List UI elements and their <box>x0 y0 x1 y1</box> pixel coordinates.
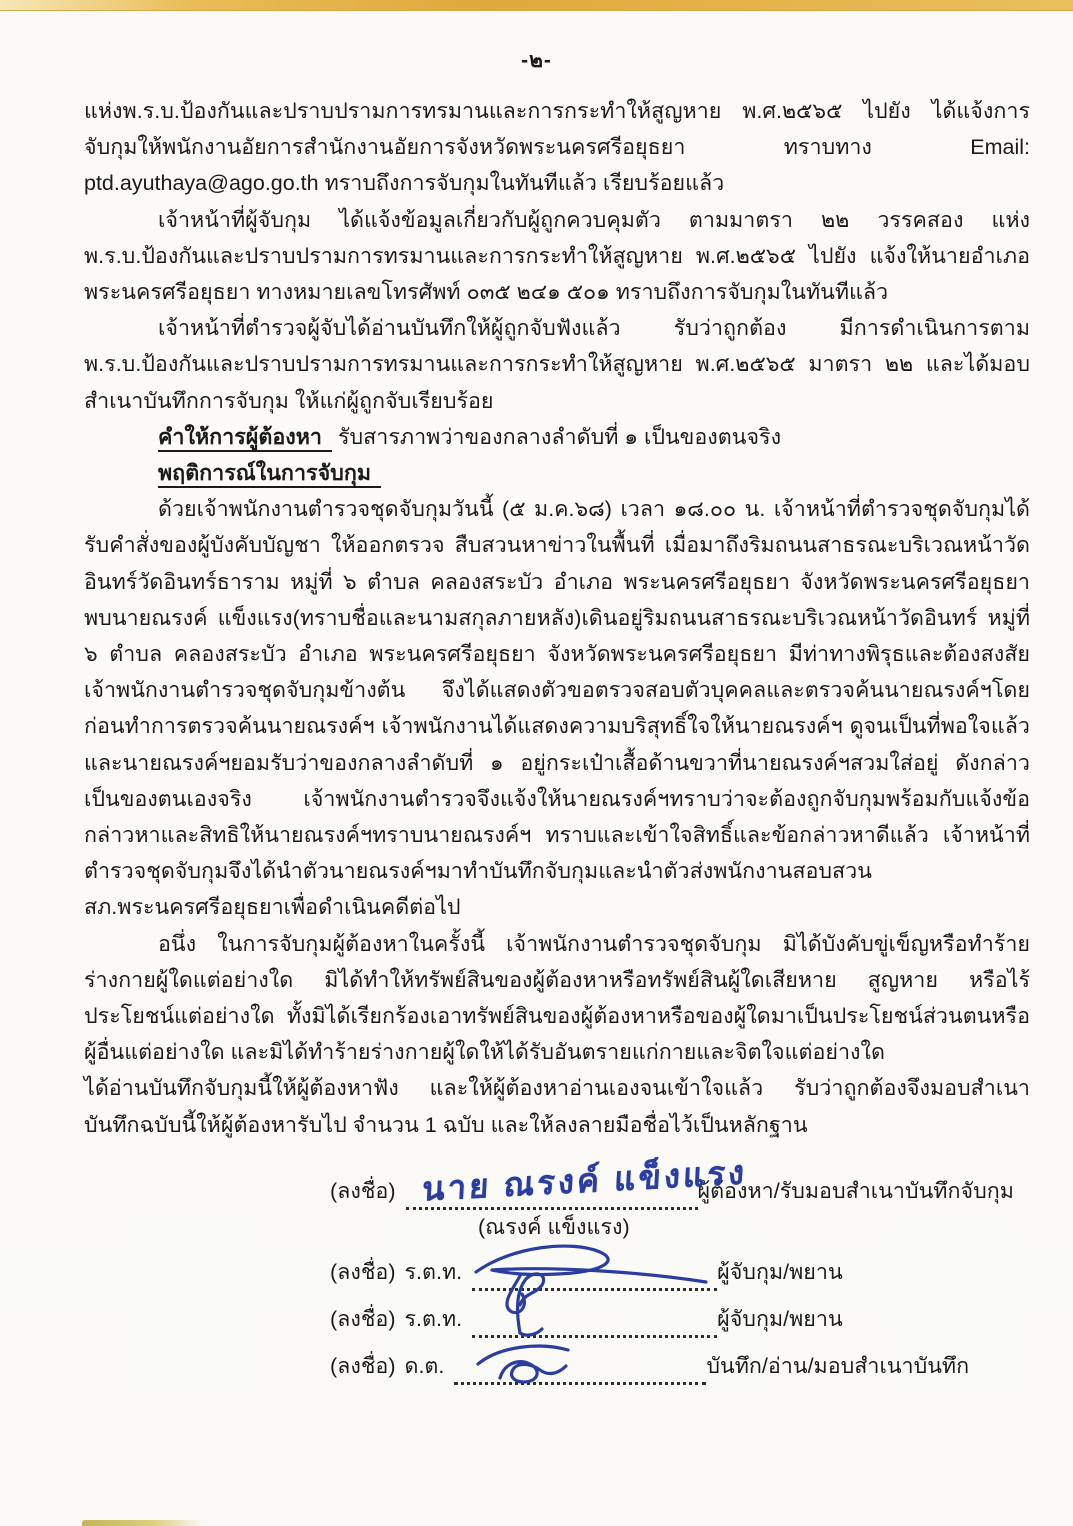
sign-label: (ลงชื่อ) <box>330 1353 396 1378</box>
paragraph-circumstances: ด้วยเจ้าพนักงานตำรวจชุดจับกุมวันนี้ (๕ ม.ค.๖๘) เวลา ๑๘.๐๐ น. เจ้าหน้าที่ตำรวจชุดจับกุมได้รับคำสั่งของผู้บังคับบัญชา ให้ออกตรวจ สืบสวนหาข่าวในพื้นที่ เมื่อมาถึงริมถนนสาธรณะบริเวณหน้าวัดอินทร์วัดอินทร์ธาราม หมู่ที่ ๖ ตำบล คลองสระบัว อำเภอ พระนครศรีอยุธยา จังหวัดพระนครศรีอยุธยา พบนายณรงค์ แข็งแรง(ทราบชื่อและนามสกุลภายหลัง)เดินอยู่ริมถนนสาธรณะบริเวณหน้าวัดอินทร์ หมู่ที่ ๖ ตำบล คลองสระบัว อำเภอ พระนครศรีอยุธยา จังหวัดพระนครศรีอยุธยา มีท่าทางพิรุธและต้องสงสัย เจ้าพนักงานตำรวจชุดจับกุมข้างต้น จึงได้แสดงตัวขอตรวจสอบตัวบุคคลและตรวจค้นนายณรงค์ฯโดยก่อนทำการตรวจค้นนายณรงค์ฯ เจ้าพนักงานได้แสดงความบริสุทธิ์ใจให้นายณรงค์ฯ ดูจนเป็นที่พอใจแล้วและนายณรงค์ฯยอมรับว่าของกลางลำดับที่ ๑ อยู่กระเป๋าเสื้อด้านขวาที่นายณรงค์ฯสวมใส่อยู่ ดังกล่าวเป็นของตนเองจริง เจ้าพนักงานตำรวจจึงแจ้งให้นายณรงค์ฯทราบว่าจะต้องถูกจับกุมพร้อมกับแจ้งข้อกล่าวหาและสิทธิให้นายณรงค์ฯทราบนายณรงค์ฯ ทราบและเข้าใจสิทธิ์และข้อกล่าวหาดีแล้ว เจ้าหน้าที่ตำรวจชุดจับกุมจึงได้นำตัวนายณรงค์ฯมาทำบันทึกจับกุมและนำตัวส่งพนักงานสอบสวน สภ.พระนครศรีอยุธยาเพื่อดำเนินคดีต่อไป <box>84 497 1030 920</box>
officer-rank: ร.ต.ท. <box>404 1259 463 1284</box>
signature-row-arresting-officer-2 <box>330 1291 1073 1338</box>
signature-row-recorder <box>330 1338 1073 1385</box>
testimony-text: รับสารภาพว่าของกลางลำดับที่ ๑ เป็นของตนจริง <box>337 424 782 449</box>
signature-role: บันทึก/อ่าน/มอบสำเนาบันทึก <box>706 1353 970 1378</box>
sign-label: (ลงชื่อ) <box>330 1178 396 1203</box>
paragraph-disclaimer: อนึ่ง ในการจับกุมผู้ต้องหาในครั้งนี้ เจ้าพนักงานตำรวจชุดจับกุม มิได้บังคับขู่เข็ญหรือทำร้ายร่างกายผู้ใดแต่อย่างใด มิได้ทำให้ทรัพย์สินของผู้ต้องหาหรือทรัพย์สินผู้ใดเสียหาย สูญหาย หรือไร้ประโยชน์แต่อย่างใด ทั้งมิได้เรียกร้องเอาทรัพย์สินของผู้ต้องหาหรือของผู้ใดมาเป็นประโยชน์ส่วนตนหรือผู้อื่นแต่อย่างใด และมิได้ทำร้ายร่างกายผู้ใดให้ได้รับอันตรายแก่กายและจิตใจแต่อย่างใด <box>84 931 1030 1065</box>
officer-rank: ด.ต. <box>404 1353 445 1378</box>
suspect-handwritten-signature: นาย ณรงค์ แข็งแรง <box>420 1153 748 1208</box>
circumstances-heading: พฤติการณ์ในการจับกุม <box>158 461 381 488</box>
paragraph-circumstances-heading <box>84 455 1030 491</box>
document-body <box>84 93 1030 1143</box>
scan-edge-smudge <box>82 1520 202 1526</box>
suspect-printed-name: (ณรงค์ แข็งแรง) <box>478 1214 630 1239</box>
testimony-heading: คำให้การผู้ต้องหา <box>158 425 332 452</box>
signature-row-suspect <box>330 1153 1073 1210</box>
scan-edge-band <box>0 0 1073 11</box>
signature-block <box>330 1153 1073 1385</box>
signature-line <box>472 1327 717 1338</box>
paragraph-continued: แห่งพ.ร.บ.ป้องกันและปราบปรามการทรมานและการกระทำให้สูญหาย พ.ศ.๒๕๖๕ ไปยัง ได้แจ้งการจับกุมให้พนักงานอัยการสำนักงานอัยการจังหวัดพระนครศรีอยุธยา ทราบทาง Email: ptd.ayuthaya@ago.go.th ทราบถึงการจับกุมในทันทีแล้ว เรียบร้อยแล้ว <box>84 99 1030 196</box>
signature-line <box>472 1280 717 1291</box>
sign-label: (ลงชื่อ) <box>330 1259 396 1284</box>
sign-label: (ลงชื่อ) <box>330 1306 396 1331</box>
page-number: -๒- <box>521 49 552 72</box>
recorder-signature-scribble <box>470 1338 600 1390</box>
paragraph-testimony <box>84 419 1030 455</box>
signature-row-arresting-officer-1 <box>330 1244 1073 1291</box>
signature-line <box>454 1374 706 1385</box>
signature-role: ผู้จับกุม/พยาน <box>717 1306 843 1331</box>
signature-role: ผู้ต้องหา/รับมอบสำเนาบันทึกจับกุม <box>697 1178 1014 1203</box>
paragraph-read-record: เจ้าหน้าที่ตำรวจผู้จับได้อ่านบันทึกให้ผู้ถูกจับฟังแล้ว รับว่าถูกต้อง มีการดำเนินการตาม พ.ร.บ.ป้องกันและปราบปรามการทรมานและการกระทำให้สูญหาย พ.ศ.๒๕๖๕ มาตรา ๒๒ และได้มอบสำเนาบันทึกการจับกุม ให้แก่ผู้ถูกจับเรียบร้อย <box>84 316 1030 413</box>
signature-line <box>406 1153 748 1210</box>
officer-rank: ร.ต.ท. <box>404 1306 463 1331</box>
paragraph-notify-officials: เจ้าหน้าที่ผู้จับกุม ได้แจ้งข้อมูลเกี่ยวกับผู้ถูกควบคุมตัว ตามมาตรา ๒๒ วรรคสอง แห่งพ.ร.บ.ป้องกันและปราบปรามการทรมานและการกระทำให้สูญหาย พ.ศ.๒๕๖๕ ไปยัง แจ้งให้นายอำเภอพระนครศรีอยุธยา ทางหมายเลขโทรศัพท์ ๐๓๕ ๒๔๑ ๕๐๑ ทราบถึงการจับกุมในทันทีแล้ว <box>84 207 1030 305</box>
signature-role: ผู้จับกุม/พยาน <box>717 1259 843 1284</box>
paragraph-closing: ได้อ่านบันทึกจับกุมนี้ให้ผู้ต้องหาฟัง และให้ผู้ต้องหาอ่านเองจนเข้าใจแล้ว รับว่าถูกต้องจึงมอบสำเนาบันทึกฉบับนี้ให้ผู้ต้องหารับไป จำนวน 1 ฉบับ และให้ลงลายมือชื่อไว้เป็นหลักฐาน <box>84 1076 1030 1137</box>
